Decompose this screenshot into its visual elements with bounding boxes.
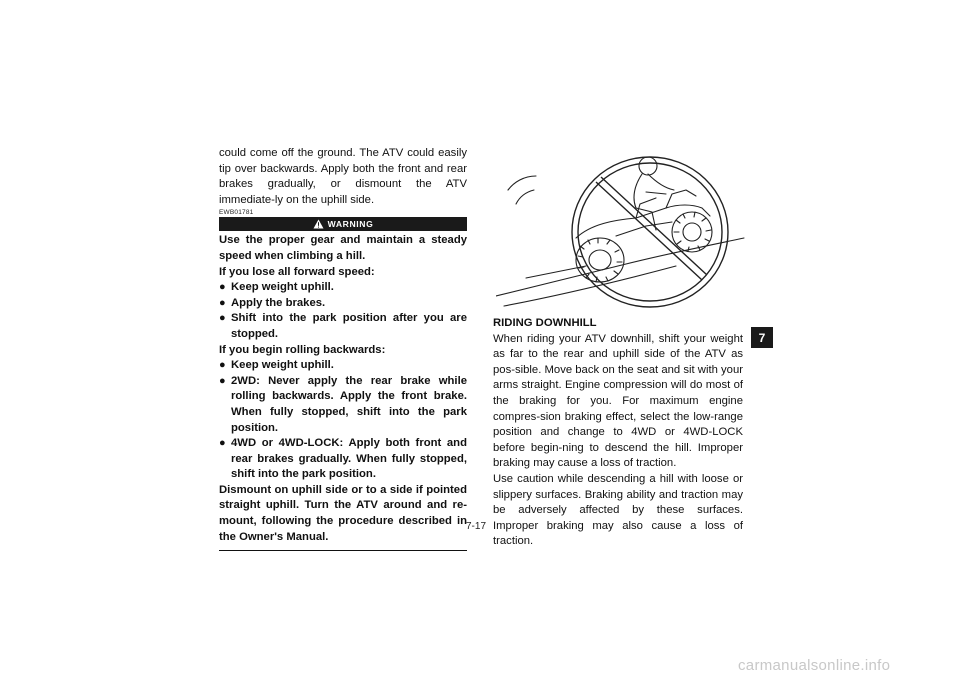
chapter-tab: 7 (751, 327, 773, 348)
warning-line: Use the proper gear and maintain a steady speed when climbing a hill. (219, 234, 467, 262)
bullet-item (219, 311, 467, 342)
right-column (493, 316, 743, 550)
bullet-item (219, 296, 467, 312)
warning-code: EWB01781 (219, 209, 254, 217)
bullet-text: 2WD: Never apply the rear brake while rolling backwards. Apply the front brake. When fully stopped, shift into the park position. (231, 374, 467, 434)
intro-paragraph: could come off the ground. The ATV could easily tip over backwards. Apply both the front and rear brakes gradually, or dismount the ATV immediate-ly on the uphill side. (219, 147, 467, 206)
bullet-icon: ● (219, 312, 226, 325)
bullet-text: Shift into the park position after you are stopped. (231, 312, 467, 340)
page-number: 7-17 (466, 521, 487, 532)
bullet-icon: ● (219, 437, 226, 450)
bullet-text: Apply the brakes. (231, 296, 326, 309)
watermark: carmanualsonline.info (738, 657, 891, 674)
bullet-icon: ● (219, 281, 226, 294)
warning-triangle-icon (313, 219, 324, 229)
section-heading: RIDING DOWNHILL (493, 317, 597, 329)
bullet-item (219, 374, 467, 436)
bullet-item (219, 436, 467, 483)
bullet-icon: ● (219, 359, 226, 372)
warning-line: If you lose all forward speed: (219, 265, 375, 278)
body-paragraph: When riding your ATV downhill, shift your weight as far to the rear and uphill side of the ATV as pos-sible. Move back on the seat and sit with your arms straight. Engine compression will do most of the braking for you. For maximum engine compres-sion braking effect, select the low-range position and change to 4WD or 4WD-LOCK before begin-ning to descend the hill. Improper braking may cause a loss of traction. (493, 332, 743, 470)
warning-line: If you begin rolling backwards: (219, 343, 386, 356)
warning-end-rule (219, 550, 467, 551)
prohibited-atv-illustration (496, 146, 746, 310)
bullet-icon: ● (219, 374, 226, 387)
bullet-text: Keep weight uphill. (231, 281, 334, 294)
left-column (219, 146, 467, 551)
warning-label: WARNING (327, 218, 374, 229)
body-paragraph: Use caution while descending a hill with loose or slippery surfaces. Braking ability and traction may be adversely affected by these surfaces. Improper braking may also cause a loss of traction. (493, 472, 743, 548)
bullet-item (219, 358, 467, 374)
warning-banner (219, 217, 467, 231)
bullet-text: 4WD or 4WD-LOCK: Apply both front and rear brakes gradually. When fully stopped, shift into the park position. (231, 437, 467, 481)
bullet-item (219, 280, 467, 296)
warning-closing: Dismount on uphill side or to a side if pointed straight uphill. Turn the ATV around and re-mount, following the procedure described in the Owner's Manual. (219, 483, 467, 543)
bullet-icon: ● (219, 296, 226, 309)
bullet-text: Keep weight uphill. (231, 359, 334, 372)
warning-body (219, 231, 467, 545)
